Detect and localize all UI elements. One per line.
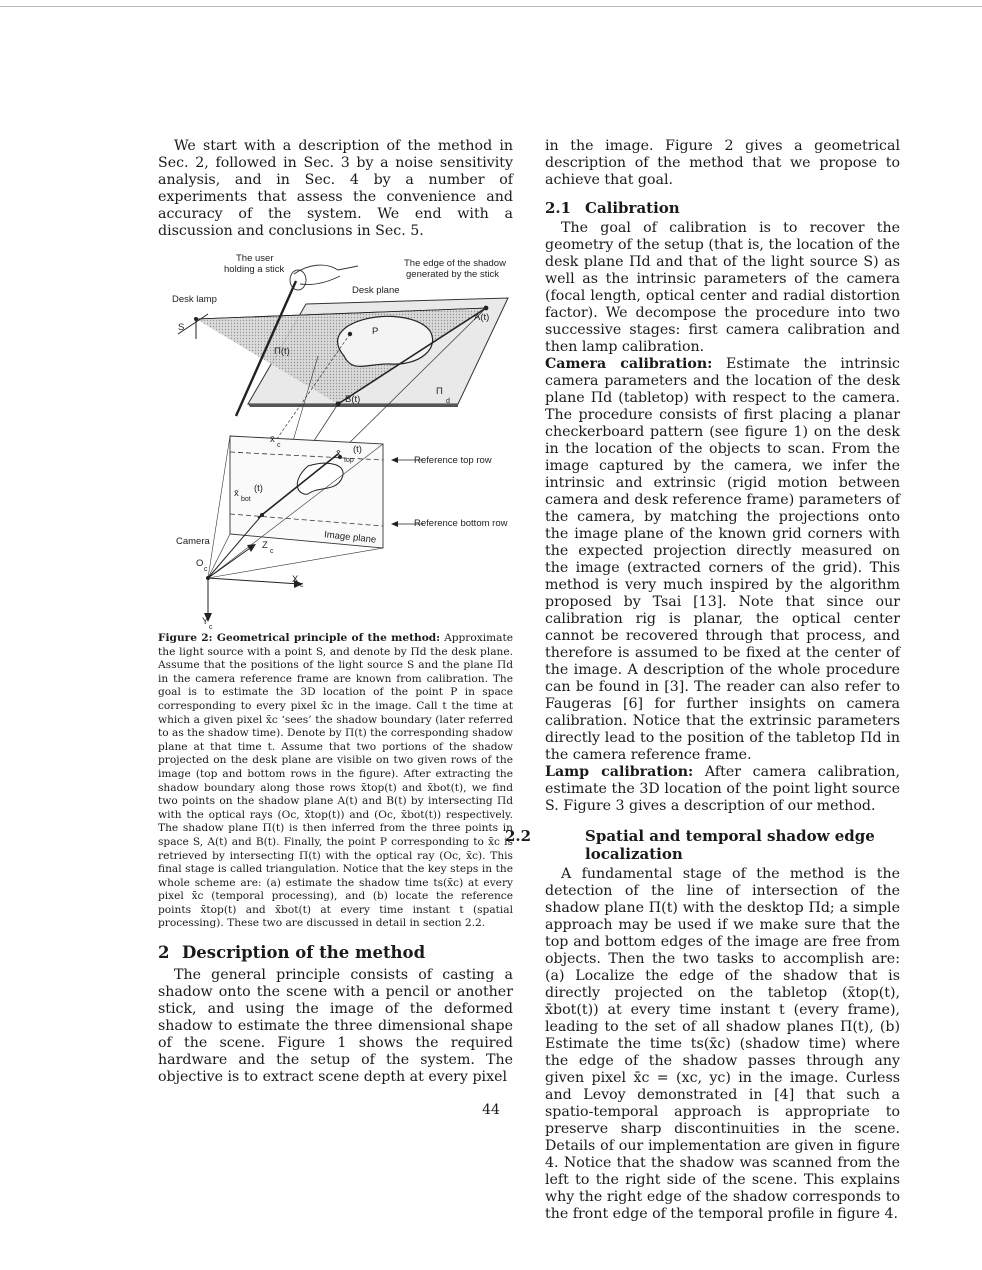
- subsection-2-1-heading: [545, 199, 900, 217]
- hand-sketch: [294, 265, 358, 284]
- subsection-2-2-heading: [505, 827, 900, 863]
- figure-2: [158, 253, 513, 631]
- camera-calibration-paragraph: [545, 356, 900, 764]
- label-xc-sub: c: [277, 442, 281, 449]
- page-number: 44: [482, 1102, 500, 1118]
- label-pi-d-sub: d: [446, 398, 450, 405]
- label-ref-bottom: Reference bottom row: [414, 518, 508, 529]
- caption-lead: Figure 2: Geometrical principle of the method:: [158, 632, 441, 644]
- section-2-number: 2: [158, 943, 170, 963]
- section-2-title: Description of the method: [182, 943, 426, 963]
- figure-caption: [158, 632, 513, 931]
- lamp-calibration-paragraph: [545, 764, 900, 815]
- left-column: [158, 138, 513, 1086]
- label-xbot: x̄: [234, 488, 239, 499]
- subsection-2-1-body: The goal of calibration is to recover the geometry of the setup (that is, the location of the desk plane Πd and that of the light source S) as well as the intrinsic parameters of the camera (focal length, optical center and radial distortion factor). We decompose the procedure into two successive stages: first camera calibration and then lamp calibration.: [545, 220, 900, 355]
- intro-paragraph: We start with a description of the method in Sec. 2, followed in Sec. 3 by a noise sensitivity analysis, and in Sec. 4 by a number of experiments that assess the convenience and accuracy of the system. We end with a discussion and conclusions in Sec. 5.: [158, 138, 513, 239]
- label-xtop-sub: top: [344, 457, 354, 464]
- label-zc-sub: c: [270, 548, 274, 555]
- label-a-t: A(t): [474, 312, 490, 323]
- label-user: The user: [236, 253, 274, 264]
- label-s: S: [178, 322, 185, 333]
- label-p: P: [372, 326, 379, 337]
- label-xtop: x̄: [336, 448, 341, 459]
- label-pi-t: Π(t): [274, 346, 290, 357]
- label-pi-d: Π: [436, 386, 443, 397]
- label-desk-lamp: Desk lamp: [172, 294, 217, 305]
- camera-calibration-head: Camera calibration:: [545, 356, 713, 372]
- label-edge: The edge of the shadow: [404, 258, 506, 269]
- label-yc: Y: [202, 616, 209, 627]
- label-oc: O: [196, 558, 204, 569]
- lamp-calibration-head: Lamp calibration:: [545, 764, 694, 780]
- subsection-2-2-body: A fundamental stage of the method is the detection of the line of intersection of the shadow plane Π(t) with the desktop Πd; a simple approach may be used if we make sure that the top and bottom edges of the image are free from objects. Then the two tasks to accomplish are: (a) Localize the edge of the shadow that is directly projected on the tabletop (x̄top(t), x̄bot(t)) at every time instant t (every frame), leading to the set of all shadow planes Π(t), (b) Estimate the time ts(x̄c) (shadow time) where the edge of the shadow passes through any given pixel x̄c = (xc, yc) in the image. Curless and Levoy demonstrated in [4] that such a spatio-temporal approach is appropriate to preserve sharp discontinuities in the scene. Details of our implementation are given in figure 4. Notice that the shadow was scanned from the left to the right side of the scene. This explains why the right edge of the shadow corresponds to the front edge of the temporal profile in figure 4.: [545, 866, 900, 1222]
- label-xc: x̄: [270, 434, 275, 445]
- caption-body: Approximate the light source with a point S, and denote by Πd the desk plane. Assume that the positions of the light source S and the plane Πd in the camera reference frame are known from calibration. The goal is to estimate the 3D location of the point P in space corresponding to every pixel x̄c in the image. Call t the time at which a given pixel x̄c ‘sees’ the shadow boundary (later referred to as the shadow time). Denote by Π(t) the corresponding shadow plane at that time t. Assume that two portions of the shadow projected on the desk plane are visible on two given rows of the image (top and bottom rows in the figure). After extracting the shadow boundary along those rows x̄top(t) and x̄bot(t), we find two points on the shadow plane A(t) and B(t) by intersecting Πd with the optical rays (Oc, x̄top(t)) and (Oc, x̄bot(t)) respectively. The shadow plane Π(t) is then inferred from the three points in space S, A(t) and B(t). Finally, the point P corresponding to x̄c is retrieved by intersecting Π(t) with the optical ray (Oc, x̄c). This final stage is called triangulation. Notice that the key steps in the whole scheme are: (a) estimate the shadow time ts(x̄c) at every pixel x̄c (temporal processing), and (b) locate the reference points x̄top(t) and x̄bot(t) at every time instant t (spatial processing). These two are discussed in detail in section 2.2.: [158, 632, 514, 930]
- section-2-body: The general principle consists of casting a shadow onto the scene with a pencil or another stick, and using the image of the deformed shadow to estimate the three dimensional shape of the scene. Figure 1 shows the required hardware and the setup of the system. The objective is to extract scene depth at every pixel: [158, 967, 513, 1086]
- scene-object: [338, 316, 433, 366]
- section-2-heading: [158, 943, 513, 963]
- label-oc-sub: c: [204, 566, 208, 573]
- subsection-2-1-number: 2.1: [545, 199, 572, 217]
- label-xbot-sub: bot: [241, 496, 251, 503]
- figure-2-diagram: [158, 256, 513, 626]
- lamp-calibration-body: After camera calibration, estimate the 3D location of the point light source S. Figure 3 gives a description of our method.: [545, 764, 900, 814]
- label-zc: Z: [262, 540, 268, 551]
- label-ref-top: Reference top row: [414, 455, 492, 466]
- label-edge2: generated by the stick: [406, 269, 499, 280]
- subsection-2-2-number: 2.2: [505, 827, 532, 845]
- continuation-paragraph: in the image. Figure 2 gives a geometrical description of the method that we propose to achieve that goal.: [545, 138, 900, 188]
- right-column: [505, 138, 900, 1223]
- label-desk-plane: Desk plane: [352, 285, 400, 296]
- label-xc-axis-sub: c: [300, 582, 304, 589]
- label-camera: Camera: [176, 536, 210, 547]
- label-xtop-t: (t): [353, 444, 362, 455]
- label-image-plane: Image plane: [323, 529, 377, 546]
- label-user2: holding a stick: [224, 264, 285, 275]
- subsection-2-2-title: Spatial and temporal shadow edge localization: [585, 827, 875, 863]
- camera-calibration-body: Estimate the intrinsic camera parameters and the location of the desk plane Πd (tabletop) with respect to the camera. The procedure consists of first placing a planar checkerboard pattern (see figure 1) on the desk in the location of the objects to scan. From the image captured by the camera, we infer the intrinsic and extrinsic (rigid motion between camera and desk reference frame) parameters of the camera, by matching the projections onto the image plane of the known grid corners with the expected projection directly measured on the image (extracted corners of the grid). This method is very much inspired by the algorithm proposed by Tsai [13]. Note that since our calibration rig is planar, the optical center cannot be recovered through that process, and therefore is assumed to be fixed at the center of the image. A description of the whole procedure can be found in [3]. The reader can also refer to Faugeras [6] for further insights on camera calibration. Notice that the extrinsic parameters directly lead to the position of the tabletop Πd in the camera reference frame.: [545, 356, 900, 763]
- label-b-t: B(t): [345, 394, 361, 405]
- label-yc-sub: c: [209, 624, 213, 631]
- subsection-2-1-title: Calibration: [585, 199, 680, 217]
- top-rule: [0, 6, 982, 7]
- label-xbot-t: (t): [254, 483, 263, 494]
- label-xc-axis: X: [292, 574, 299, 585]
